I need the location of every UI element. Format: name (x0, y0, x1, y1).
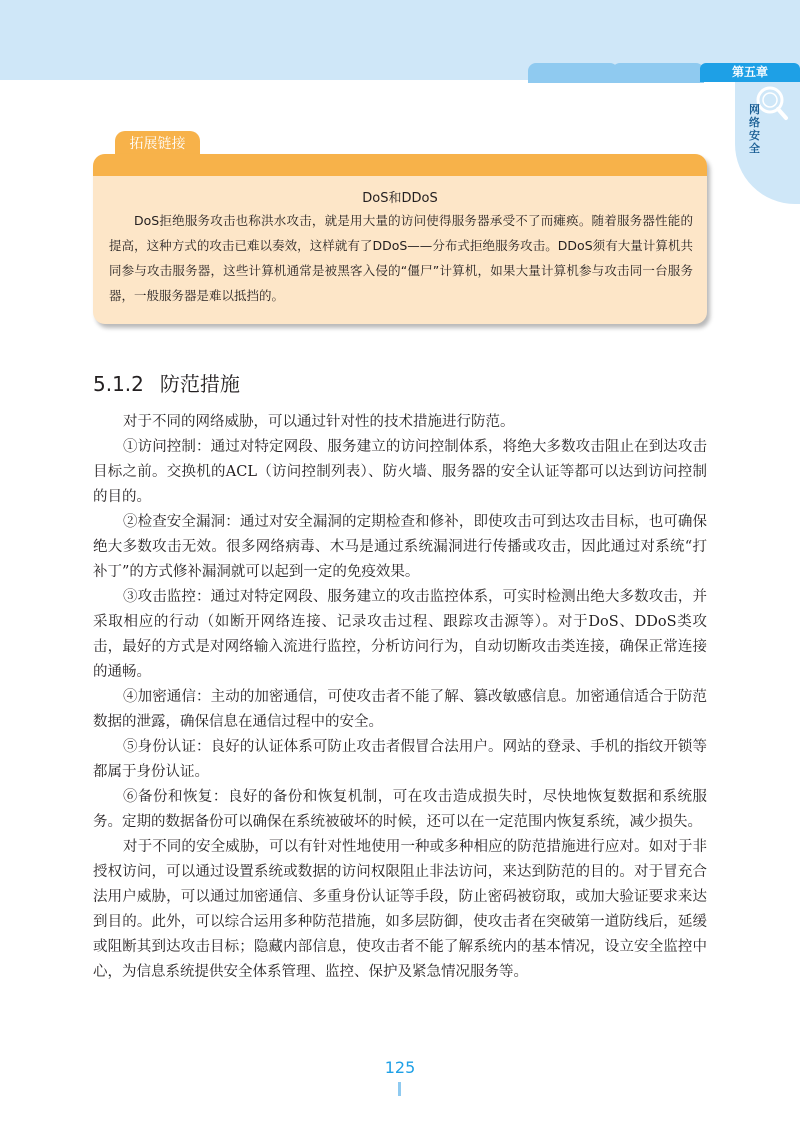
extension-box (93, 154, 707, 324)
paragraph-intro: 对于不同的网络威胁，可以通过针对性的技术措施进行防范。 (123, 414, 515, 430)
extension-topbar (93, 154, 707, 176)
paragraph-backup-recovery: ⑥备份和恢复：良好的备份和恢复机制，可在攻击造成损失时，尽快地恢复数据和系统服务。定期的数据备份可以确保在系统被破坏的时候，还可以在一定范围内恢复系统，减少损失。 (93, 789, 707, 830)
chapter-label: 第五章 (700, 63, 800, 82)
page-number-tick (398, 1082, 401, 1096)
page-number: 125 (384, 1058, 416, 1077)
header-tab-decor (612, 63, 704, 83)
section-number: 5.1.2 (93, 372, 144, 396)
paragraph-summary: 对于不同的安全威胁，可以有针对性地使用一种或多种相应的防范措施进行应对。如对于非授权访问，可以通过设置系统或数据的访问权限阻止非法访问，来达到防范的目的。对于冒充合法用户威胁，可以通过加密通信、多重身份认证等手段，防止密码被窃取，或加大验证要求来达到目的。此外，可以综合运用多种防范措施，如多层防御，使攻击者在突破第一道防线后，延缓或阻断其到达攻击目标；隐藏内部信息，使攻击者不能了解系统内的基本情况，设立安全监控中心，为信息系统提供安全体系管理、监控、保护及紧急情况服务等。 (93, 839, 707, 980)
header-tab-decor (528, 63, 618, 83)
main-content (93, 410, 707, 985)
extension-body: DoS拒绝服务攻击也称洪水攻击，就是用大量的访问使得服务器承受不了而瘫痪。随着服务器性能的提高，这种方式的攻击已难以奏效，这样就有了DDoS——分布式拒绝服务攻击。DDoS须有大量计算机共同参与攻击服务器，这些计算机通常是被黑客入侵的“僵尸”计算机，如果大量计算机参与攻击同一台服务器，一般服务器是难以抵挡的。 (109, 213, 693, 303)
extension-label: 拓展链接 (115, 131, 200, 157)
extension-title: DoS和DDoS (362, 191, 438, 206)
paragraph-vulnerability-check: ②检查安全漏洞：通过对安全漏洞的定期检查和修补，即使攻击可到达攻击目标，也可确保绝大多数攻击无效。很多网络病毒、木马是通过系统漏洞进行传播或攻击，因此通过对系统“打补丁”的方式修补漏洞就可以起到一定的免疫效果。 (93, 514, 707, 580)
section-heading (93, 368, 240, 397)
paragraph-attack-monitoring: ③攻击监控：通过对特定网段、服务建立的攻击监控体系，可实时检测出绝大多数攻击，并采取相应的行动（如断开网络连接、记录攻击过程、跟踪攻击源等）。对于DoS、DDoS类攻击，最好的方式是对网络输入流进行监控，分析访问行为，自动切断攻击类连接，确保正常连接的通畅。 (93, 589, 707, 680)
side-section-label: 网络安全 (749, 103, 760, 155)
paragraph-encrypted-communication: ④加密通信：主动的加密通信，可使攻击者不能了解、篡改敏感信息。加密通信适合于防范数据的泄露，确保信息在通信过程中的安全。 (93, 689, 707, 730)
paragraph-authentication: ⑤身份认证：良好的认证体系可防止攻击者假冒合法用户。网站的登录、手机的指纹开锁等都属于身份认证。 (93, 739, 707, 780)
section-title: 防范措施 (159, 372, 240, 396)
paragraph-access-control: ①访问控制：通过对特定网段、服务建立的访问控制体系，将绝大多数攻击阻止在到达攻击目标之前。交换机的ACL（访问控制列表）、防火墙、服务器的安全认证等都可以达到访问控制的目的。 (93, 439, 707, 505)
